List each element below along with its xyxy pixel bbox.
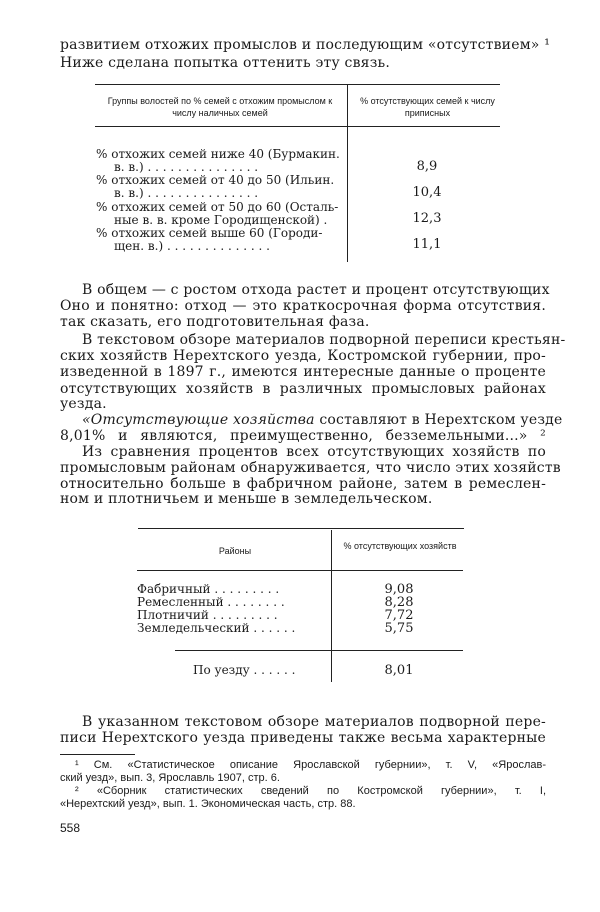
row-value: 10,4 [412,185,442,200]
table-rule [95,126,500,127]
row-label: % отхожих семей выше 60 (Городи- [96,226,323,240]
table-rule [138,528,464,529]
total-value: 8,01 [384,663,414,678]
text-line: писи Нерехтского уезда приведены также весьма характерные [60,730,546,746]
row-value: 9,08 [384,582,414,597]
row-value: 8,28 [384,595,414,610]
text-line: В общем — с ростом отхода растет и процент отсутствующих [82,282,550,298]
row-value: 7,72 [384,608,414,623]
footnote: ² «Сборник статистических сведений по Костромской губернии», т. I, [75,785,546,797]
text-line: В указанном текстовом обзоре материалов подворной пере- [82,714,546,730]
row-label: % отхожих семей от 40 до 50 (Ильин. [96,173,335,187]
row-label: % отхожих семей от 50 до 60 (Осталь- [96,200,339,214]
text-line: промысловым районам обнаруживается, что число этих хозяйств [60,460,561,476]
table-rule [137,570,463,571]
footnote: «Нерехтский уезд», вып. 1. Экономическая часть, стр. 88. [60,798,356,810]
row-label: Ремесленный . . . . . . . . [137,595,285,609]
row-value: 8,9 [416,159,438,174]
text-line: уезда. [60,396,107,412]
text-line: Оно и понятно: отход — это краткосрочная форма отсутствия. [60,298,546,314]
quote-line: 8,01% и являются, преимущественно, безземельными...» ² [60,428,546,444]
text-line: изведенной в 1897 г., имеются интересные данные о проценте [60,364,546,380]
row-label: Плотничий . . . . . . . . . [137,608,278,622]
row-value: 5,75 [384,621,414,636]
text-line: развитием отхожих промыслов и последующим «отсутствием» ¹ [60,37,551,53]
total-label: По уезду . . . . . . [193,663,296,677]
row-label: % отхожих семей ниже 40 (Бурмакин. [96,147,340,161]
table-rule [95,84,500,85]
footnote: ский уезд», вып. 3, Ярославль 1907, стр. 6. [60,772,280,784]
row-label: в. в.) . . . . . . . . . . . . . . . [114,186,259,200]
quote-line [82,412,563,428]
table-rule [175,650,463,651]
text-line: Из сравнения процентов всех отсутствующих хозяйств по [82,444,546,460]
text-line: ских хозяйств Нерехтского уезда, Костромской губернии, про- [60,348,546,364]
row-value: 11,1 [412,237,442,252]
footnote: ¹ См. «Статистическое описание Ярославской губернии», т. V, «Ярослав- [75,759,546,771]
column-header: % отсутствующих семей к числу приписных [360,96,495,118]
page-number: 558 [60,821,81,835]
text-line: Ниже сделана попытка оттенить эту связь. [60,55,391,71]
row-label: щен. в.) . . . . . . . . . . . . . . [114,239,270,253]
footnote-rule [60,754,135,755]
quote-italic: «Отсутствующие хозяйства [82,412,315,428]
column-header: Районы [218,546,252,556]
column-header: Группы волостей по % семей с отхожим промыслом к числу наличных семей [107,96,333,118]
column-header: % отсутствующих хозяйств [343,541,457,551]
text-line: отсутствующих хозяйств в различных промысловых районах [60,381,546,397]
quote-text: составляют в Нерехтском уезде [319,412,563,428]
text-line: так сказать, его подготовительная фаза. [60,314,370,330]
row-label: ные в. в. кроме Городищенской) . [114,213,328,227]
row-label: Фабричный . . . . . . . . . [137,582,280,596]
column-divider [347,84,348,262]
text-line: ном и плотничьем и меньше в земледельческом. [60,491,433,507]
text-line: относительно больше в фабричном районе, затем в ремеслен- [60,476,546,492]
row-value: 12,3 [412,211,442,226]
text-line: В текстовом обзоре материалов подворной переписи крестьян- [82,332,566,348]
row-label: в. в.) . . . . . . . . . . . . . . . [114,160,259,174]
row-label: Земледельческий . . . . . . [137,621,296,635]
column-divider [331,530,332,682]
